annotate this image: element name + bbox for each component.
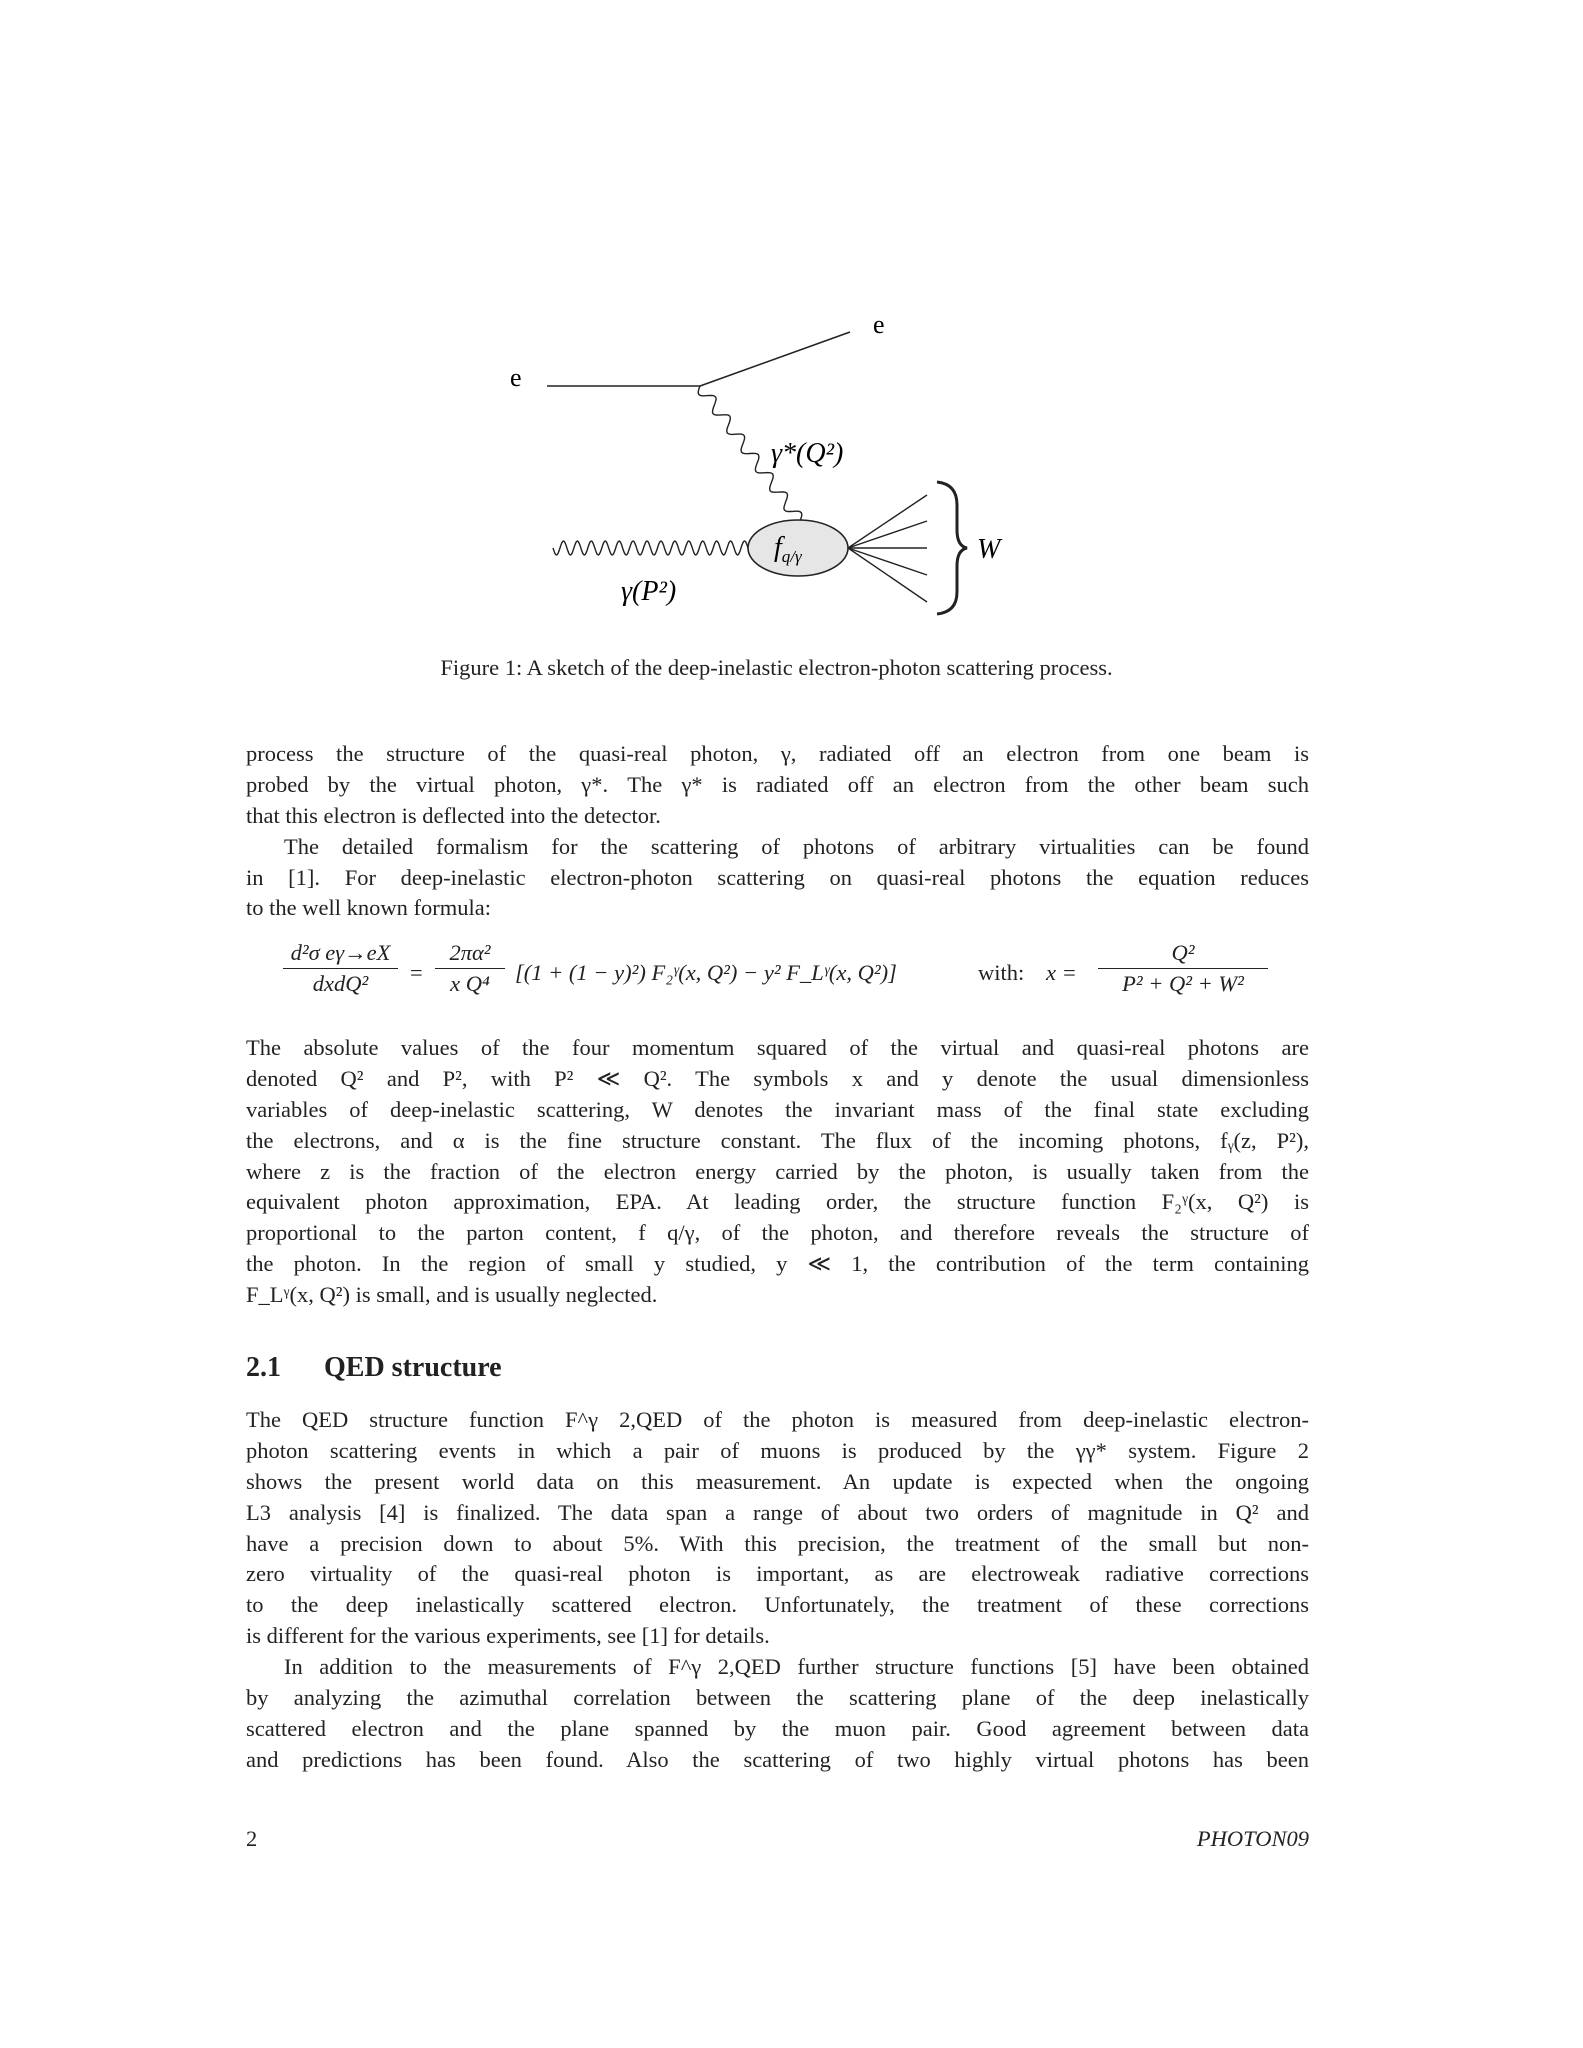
text-line: variables of deep-inelastic scattering, W denotes the invariant mass of the final state excluding xyxy=(246,1096,1309,1122)
text-line: to the well known formula: xyxy=(246,895,491,921)
paragraph-1 xyxy=(246,739,1309,924)
text-line: photon scattering events in which a pair of muons is produced by the γγ* system. Figure 2 xyxy=(246,1437,1309,1463)
x-equals: x = xyxy=(1046,960,1077,985)
page-number: 2 xyxy=(246,1826,258,1851)
text-line: F_Lᵞ(x, Q²) is small, and is usually neglected. xyxy=(246,1282,658,1308)
text-line: the photon. In the region of small y studied, y ≪ 1, the contribution of the term containing xyxy=(246,1251,1309,1277)
blob-f: f xyxy=(774,532,782,563)
text-line: The detailed formalism for the scattering of photons of arbitrary virtualities can be found xyxy=(284,833,1309,859)
lhs-fraction xyxy=(283,940,398,997)
paragraph-2 xyxy=(246,1033,1309,1311)
section-title: QED structure xyxy=(324,1352,502,1383)
bracket-expression: [(1 + (1 − y)²) F₂ᵞ(x, Q²) − y² F_Lᵞ(x, Q²)] xyxy=(515,960,897,985)
prefactor-denominator: x Q⁴ xyxy=(450,971,490,996)
outgoing-electron-line xyxy=(700,332,850,386)
figure-caption: Figure 1: A sketch of the deep-inelastic electron-photon scattering process. xyxy=(440,655,1113,680)
journal-name: PHOTON09 xyxy=(1196,1826,1309,1851)
real-photon-line xyxy=(553,541,748,555)
text-line: shows the present world data on this measurement. An update is expected when the ongoing xyxy=(246,1468,1309,1494)
x-numerator: Q² xyxy=(1098,940,1268,969)
with-label: with: xyxy=(978,960,1025,985)
text-line: is different for the various experiments, see [1] for details. xyxy=(246,1623,770,1649)
text-line: that this electron is deflected into the detector. xyxy=(246,802,661,828)
text-line: The QED structure function F^γ 2,QED of the photon is measured from deep-inelastic electron- xyxy=(246,1407,1309,1432)
text-line: L3 analysis [4] is finalized. The data span a range of about two orders of magnitude in Q² and xyxy=(246,1499,1309,1525)
page-footer xyxy=(246,1826,1309,1852)
x-fraction xyxy=(1098,940,1268,997)
hadron-lines xyxy=(848,495,927,602)
text-line: proportional to the parton content, f q/γ, of the photon, and therefore reveals the structure of xyxy=(246,1220,1309,1246)
text-line: scattered electron and the plane spanned by the muon pair. Good agreement between data xyxy=(246,1715,1309,1741)
blob-subscript: q/γ xyxy=(781,547,802,566)
cross-section-equation xyxy=(283,940,1273,1016)
text-line: in [1]. For deep-inelastic electron-photon scattering on quasi-real photons the equation reduces xyxy=(246,864,1309,890)
text-line: have a precision down to about 5%. With this precision, the treatment of the small but non- xyxy=(246,1530,1309,1556)
x-denominator: P² + Q² + W² xyxy=(1122,971,1244,996)
equals-sign: = xyxy=(410,960,423,985)
text-line: and predictions has been found. Also the scattering of two highly virtual photons has been xyxy=(246,1746,1309,1772)
feynman-diagram xyxy=(0,0,1583,640)
real-photon-label: γ(P²) xyxy=(621,576,677,607)
text-line: In addition to the measurements of F^γ 2,QED further structure functions [5] have been obtained xyxy=(284,1654,1309,1680)
section-number: 2.1 xyxy=(246,1352,281,1383)
final-state-label: W xyxy=(977,534,1001,565)
prefactor-fraction xyxy=(435,940,505,997)
text-line: where z is the fraction of the electron energy carried by the photon, is usually taken from the xyxy=(246,1158,1309,1184)
text-line: to the deep inelastically scattered electron. Unfortunately, the treatment of these corrections xyxy=(246,1592,1309,1618)
text-line: zero virtuality of the quasi-real photon is important, as are electroweak radiative corrections xyxy=(246,1561,1309,1587)
final-state-brace xyxy=(937,482,967,614)
text-line: equivalent photon approximation, EPA. At leading order, the structure function F₂ᵞ(x, Q²) is xyxy=(246,1189,1309,1215)
virtual-photon-label: γ*(Q²) xyxy=(771,438,844,469)
section-heading xyxy=(246,1352,502,1384)
text-line: The absolute values of the four momentum squared of the virtual and quasi-real photons are xyxy=(246,1035,1309,1060)
prefactor-numerator: 2πα² xyxy=(435,940,505,969)
paragraph-3 xyxy=(246,1405,1309,1776)
text-line: denoted Q² and P², with P² ≪ Q². The symbols x and y denote the usual dimensionless xyxy=(246,1065,1309,1091)
text-line: by analyzing the azimuthal correlation between the scattering plane of the deep inelastically xyxy=(246,1685,1309,1711)
lhs-numerator: d²σ eγ→eX xyxy=(283,940,398,969)
incoming-electron-label: e xyxy=(510,363,522,392)
outgoing-electron-label: e xyxy=(873,310,885,339)
lhs-denominator: dxdQ² xyxy=(312,971,369,996)
text-line: probed by the virtual photon, γ*. The γ* is radiated off an electron from the other beam such xyxy=(246,771,1309,797)
text-line: process the structure of the quasi-real photon, γ, radiated off an electron from one beam is xyxy=(246,741,1309,766)
text-line: the electrons, and α is the fine structure constant. The flux of the incoming photons, fᵧ(z, P²), xyxy=(246,1127,1309,1153)
